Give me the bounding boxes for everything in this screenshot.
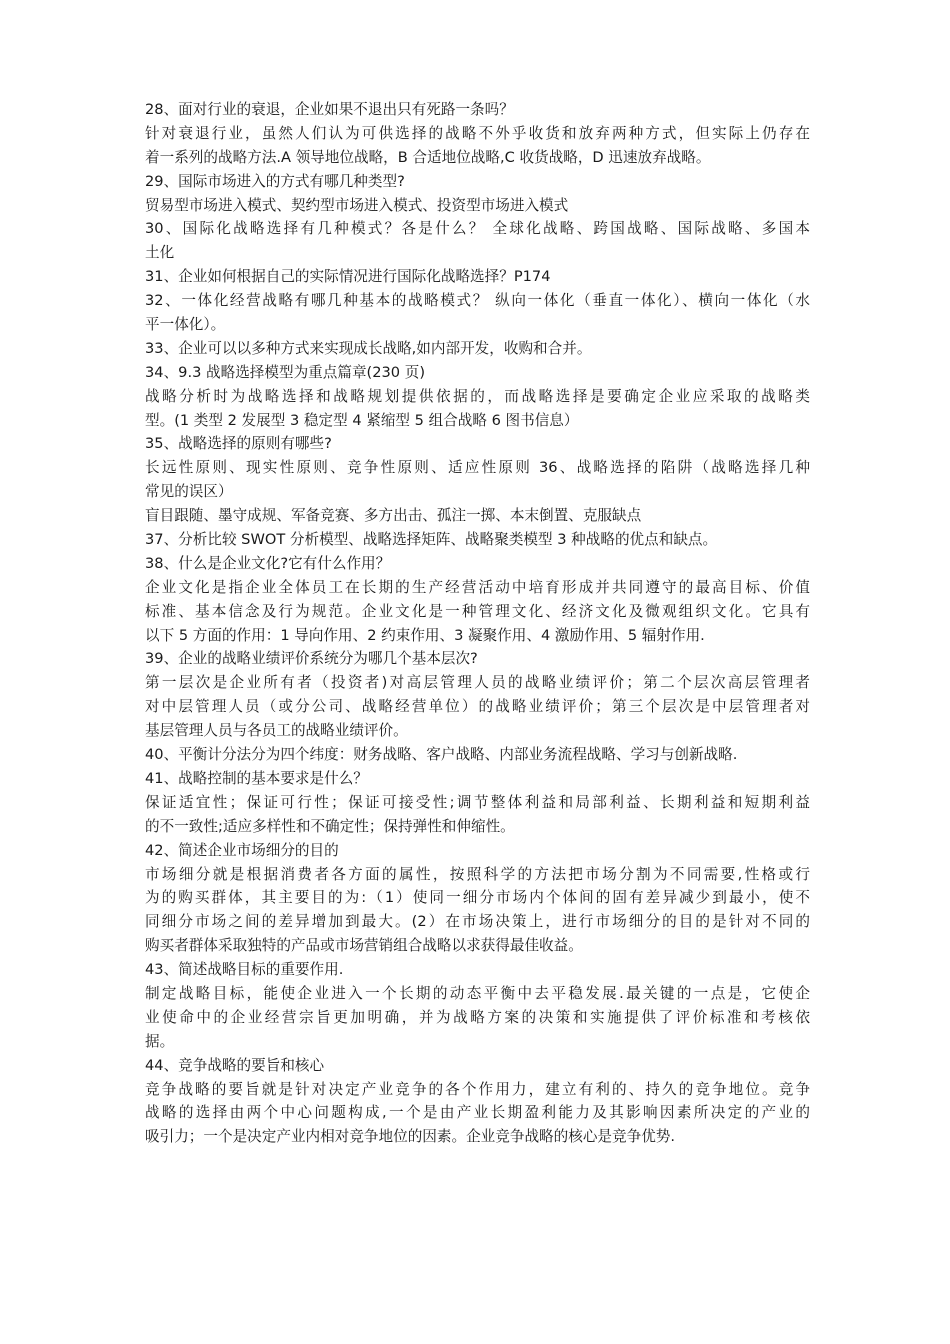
answer-28-line-2: 着一系列的战略方法.A 领导地位战略，B 合适地位战略,C 收货战略，D 迅速放弃战略。 [145, 148, 711, 166]
answer-42-line-2: 为的购买群体，其主要目的为:（1）使同一细分市场内个体间的固有差异减少到最小，使不 [145, 889, 810, 907]
question-35-heading: 35、战略选择的原则有哪些? [145, 435, 332, 453]
question-30-heading-cont: 土化 [145, 244, 175, 262]
answer-44-line-2: 战略的选择由两个中心问题构成,一个是由产业长期盈利能力及其影响因素所决定的产业的 [145, 1104, 810, 1122]
question-41-heading: 41、战略控制的基本要求是什么？ [145, 769, 368, 787]
answer-38-line-2: 标准、基本信念及行为规范。企业文化是一种管理文化、经济文化及微观组织文化。它具有 [145, 602, 810, 620]
document-page [145, 98, 810, 1149]
question-42-heading: 42、简述企业市场细分的目的 [145, 841, 339, 859]
answer-43-line-3: 据。 [145, 1032, 175, 1050]
question-40-heading: 40、平衡计分法分为四个纬度：财务战略、客户战略、内部业务流程战略、学习与创新战略. [145, 746, 738, 764]
question-39-heading: 39、企业的战略业绩评价系统分为哪几个基本层次? [145, 650, 478, 668]
answer-41-line-1: 保证适宜性；保证可行性；保证可接受性;调节整体利益和局部利益、长期利益和短期利益 [145, 793, 810, 811]
answer-43-line-2: 业使命中的企业经营宗旨更加明确，并为战略方案的决策和实施提供了评价标准和考核依 [145, 1008, 810, 1026]
answer-44-line-3: 吸引力；一个是决定产业内相对竞争地位的因素。企业竞争战略的核心是竞争优势. [145, 1128, 676, 1146]
question-44-heading: 44、竞争战略的要旨和核心 [145, 1056, 325, 1074]
answer-42-line-4: 购买者群体采取独特的产品或市场营销组合战略以求获得最佳收益。 [145, 937, 583, 955]
answer-38-line-1: 企业文化是指企业全体员工在长期的生产经营活动中培育形成并共同遵守的最高目标、价值 [145, 578, 810, 596]
answer-34-line-1: 战略分析时为战略选择和战略规划提供依据的，而战略选择是要确定企业应采取的战略类 [145, 387, 810, 405]
answer-42-line-3: 同细分市场之间的差异增加到最大。(2）在市场决策上，进行市场细分的目的是针对不同的 [145, 913, 810, 931]
question-34-heading: 34、9.3 战略选择模型为重点篇章(230 页) [145, 363, 426, 381]
answer-38-line-3: 以下 5 方面的作用：1 导向作用、2 约束作用、3 凝聚作用、4 激励作用、5 辐射作用. [145, 626, 705, 644]
question-29-heading: 29、国际市场进入的方式有哪几种类型? [145, 172, 405, 190]
answer-39-line-2: 对中层管理人员（或分公司、战略经营单位）的战略业绩评价；第三个层次是中层管理者对 [145, 698, 810, 716]
answer-44-line-1: 竞争战略的要旨就是针对决定产业竞争的各个作用力，建立有利的、持久的竞争地位。竞争 [145, 1080, 810, 1098]
answer-41-line-2: 的不一致性;适应多样性和不确定性；保持弹性和伸缩性。 [145, 817, 515, 835]
answer-34-line-2: 型。(1 类型 2 发展型 3 稳定型 4 紧缩型 5 组合战略 6 图书信息） [145, 411, 579, 429]
question-37-heading: 37、分析比较 SWOT 分析模型、战略选择矩阵、战略聚类模型 3 种战略的优点和缺点。 [145, 531, 718, 549]
question-30-heading: 30、国际化战略选择有几种模式？各是什么？ 全球化战略、跨国战略、国际战略、多国本 [145, 220, 810, 238]
question-31-heading: 31、企业如何根据自己的实际情况进行国际化战略选择？P174 [145, 268, 551, 286]
answer-35-line-2: 常见的误区） [145, 483, 233, 501]
answer-29-line-1: 贸易型市场进入模式、契约型市场进入模式、投资型市场进入模式 [145, 196, 569, 214]
answer-36-line-1: 盲目跟随、墨守成规、军备竞赛、多方出击、孤注一掷、本末倒置、克服缺点 [145, 507, 642, 525]
question-33-heading: 33、企业可以以多种方式来实现成长战略,如内部开发，收购和合并。 [145, 339, 592, 357]
question-43-heading: 43、简述战略目标的重要作用. [145, 961, 344, 979]
answer-39-line-3: 基层管理人员与各员工的战略业绩评价。 [145, 722, 408, 740]
answer-39-line-1: 第一层次是企业所有者（投资者)对高层管理人员的战略业绩评价；第二个层次高层管理者 [145, 674, 810, 692]
answer-35-line-1: 长远性原则、现实性原则、竞争性原则、适应性原则 36、战略选择的陷阱（战略选择几种 [145, 459, 810, 477]
answer-28-line-1: 针对衰退行业，虽然人们认为可供选择的战略不外乎收货和放弃两种方式，但实际上仍存在 [145, 124, 810, 142]
question-32-heading: 32、一体化经营战略有哪几种基本的战略模式？ 纵向一体化（垂直一体化）、横向一体化（水 [145, 292, 810, 310]
answer-43-line-1: 制定战略目标，能使企业进入一个长期的动态平衡中去平稳发展.最关键的一点是，它使企 [145, 984, 810, 1002]
answer-42-line-1: 市场细分就是根据消费者各方面的属性，按照科学的方法把市场分割为不同需要,性格或行 [145, 865, 810, 883]
question-28-heading: 28、面对行业的衰退，企业如果不退出只有死路一条吗？ [145, 101, 514, 118]
question-38-heading: 38、什么是企业文化?它有什么作用？ [145, 554, 391, 572]
question-32-heading-cont: 平一体化）。 [145, 316, 226, 334]
